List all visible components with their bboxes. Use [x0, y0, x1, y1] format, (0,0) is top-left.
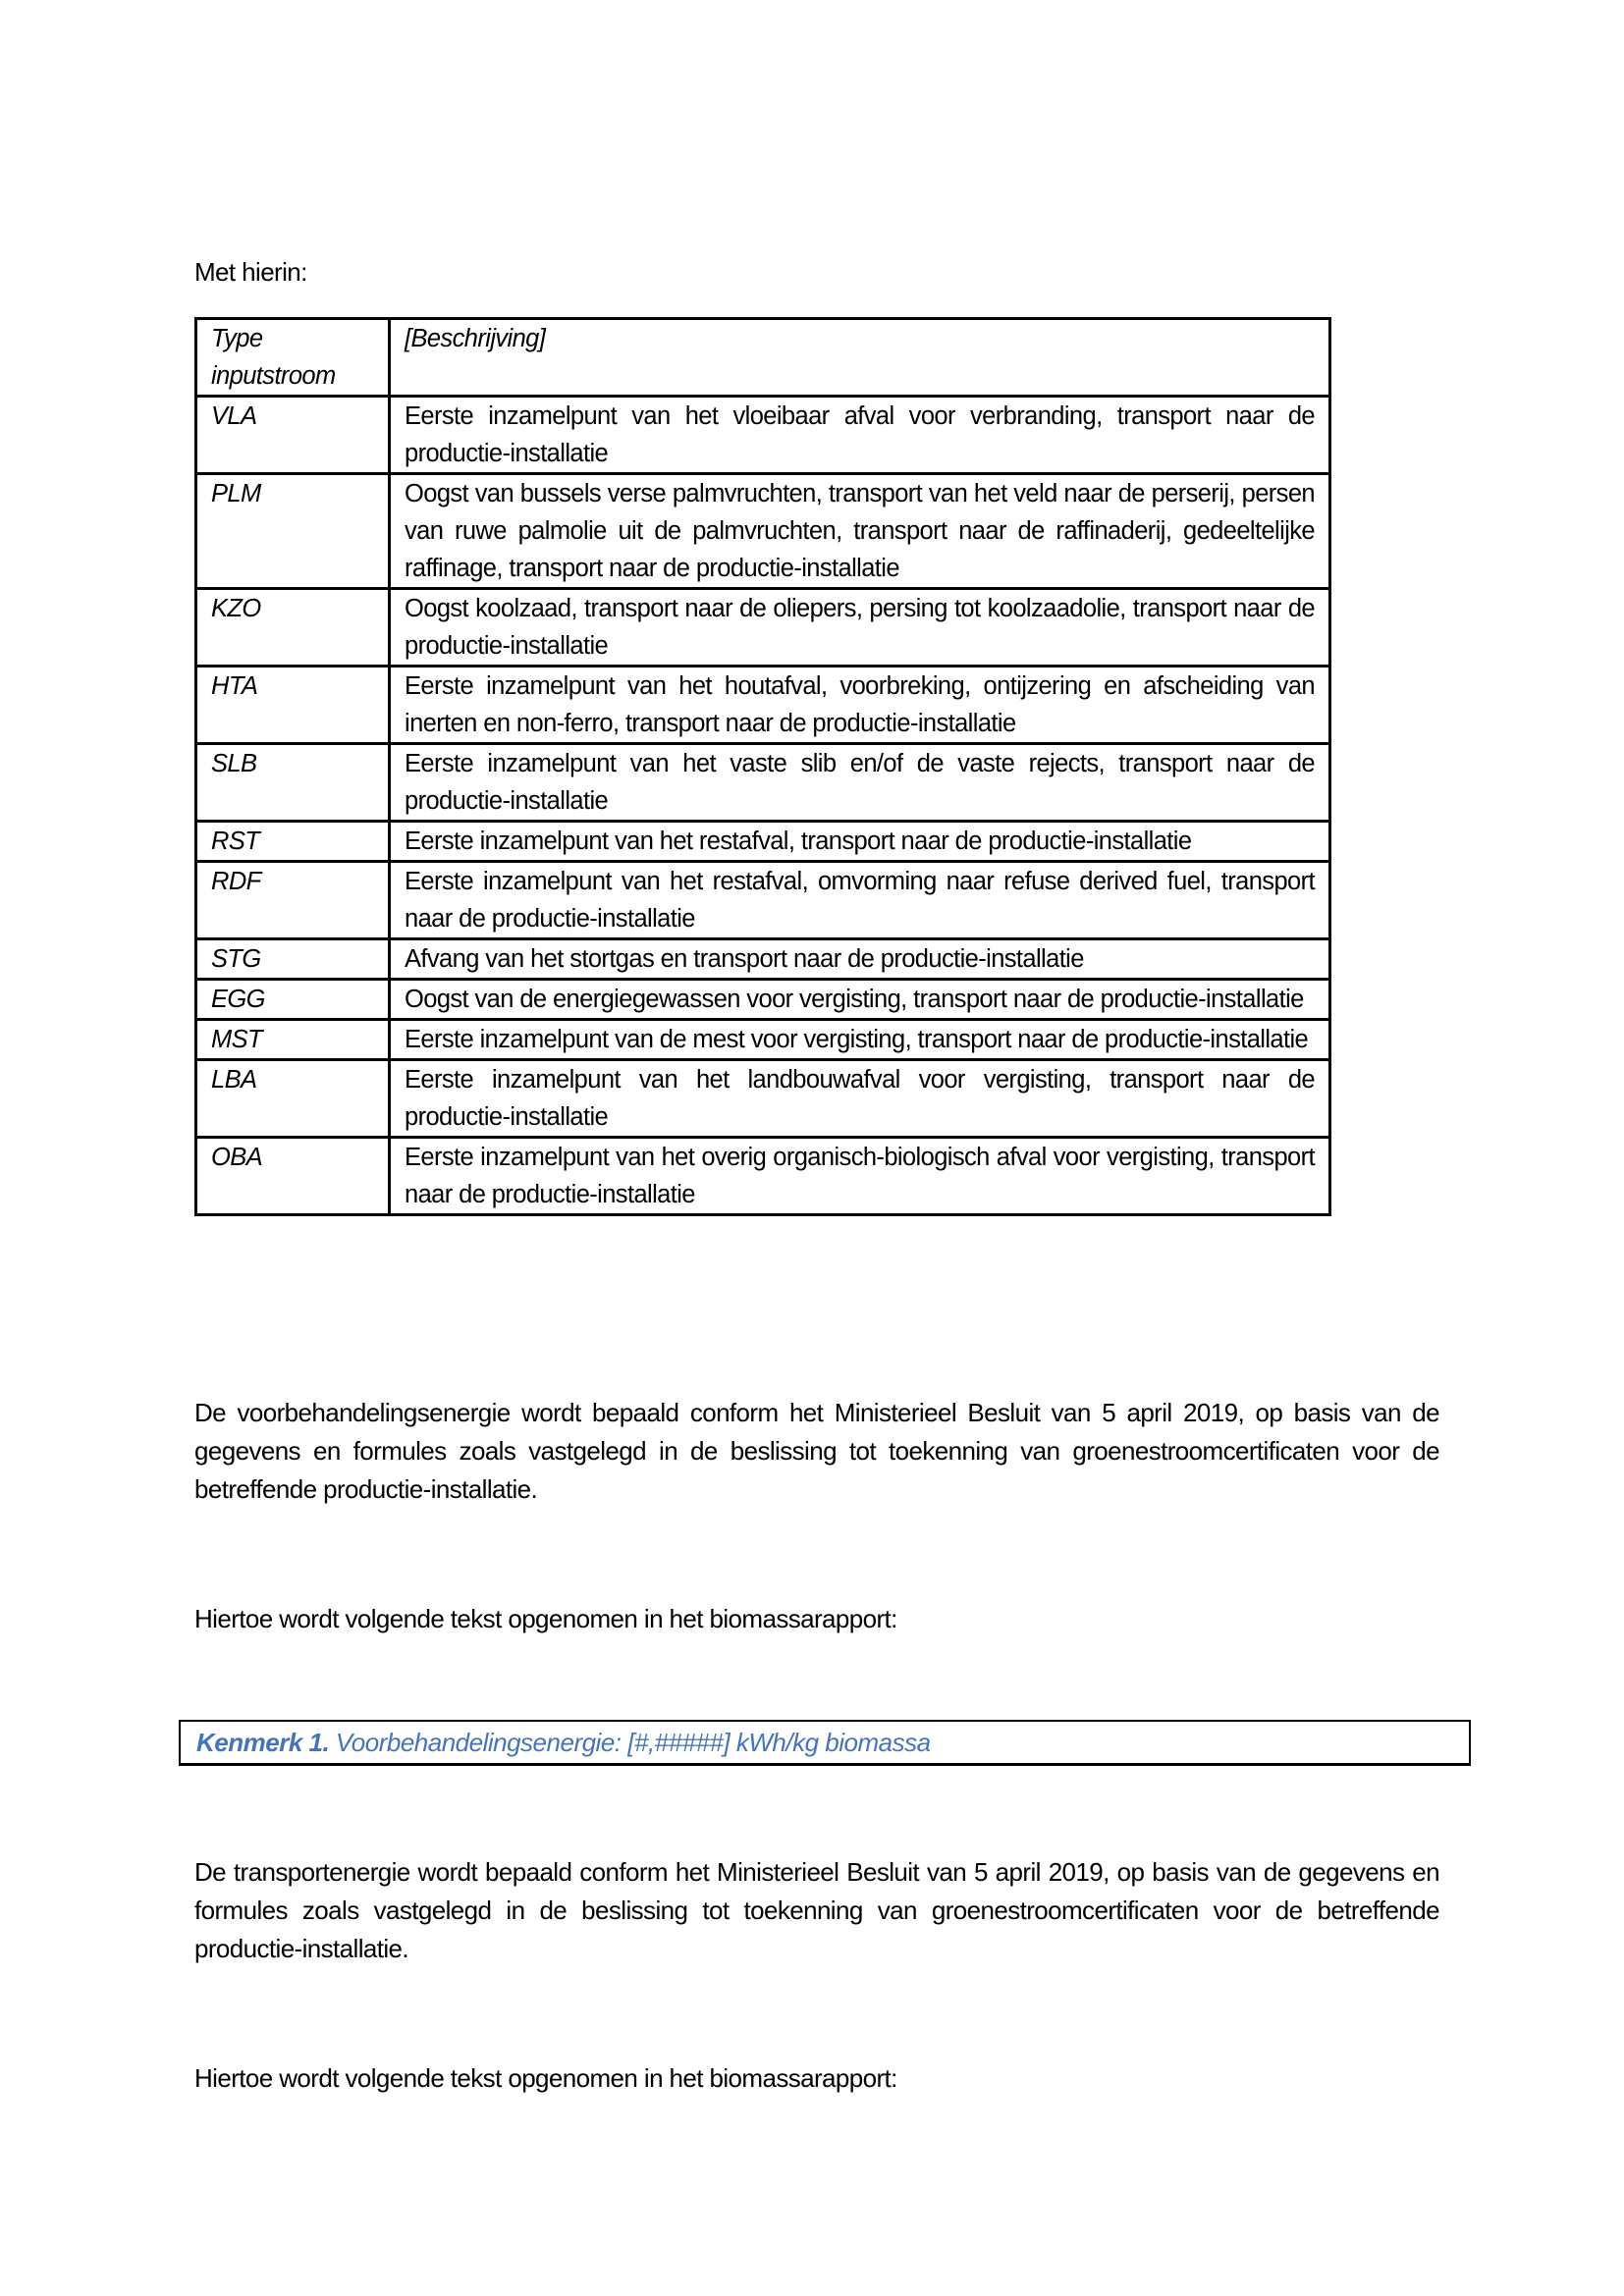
kenmerk-text: Voorbehandelingsenergie: [#,#####] kWh/kg biomassa	[329, 1728, 931, 1757]
row-description: Eerste inzamelpunt van het vaste slib en/of de vaste rejects, transport naar de productie-installatie	[390, 744, 1330, 822]
table-row	[196, 1138, 1330, 1215]
row-description: Eerste inzamelpunt van het overig organisch-biologisch afval voor vergisting, transport naar de productie-installatie	[390, 1138, 1330, 1215]
kenmerk-label: Kenmerk 1.	[196, 1728, 330, 1757]
transportenergie-paragraph: De transportenergie wordt bepaald conform het Ministerieel Besluit van 5 april 2019, op basis van de gegevens en formules zoals vastgelegd in de beslissing tot toekenning van groenestroomcertificaten voor de betreffende productie-installatie.	[194, 1857, 1439, 1963]
table-row	[196, 667, 1330, 744]
row-code: HTA	[196, 667, 390, 744]
row-description: Afvang van het stortgas en transport naar de productie-installatie	[390, 939, 1330, 980]
voorbehandelingsenergie-paragraph: De voorbehandelingsenergie wordt bepaald conform het Ministerieel Besluit van 5 april 2019, op basis van de gegevens en formules zoals vastgelegd in de beslissing tot toekenning van groenestroomcertificaten voor de betreffende productie-installatie.	[194, 1398, 1439, 1504]
row-code: KZO	[196, 589, 390, 667]
header-beschrijving: [Beschrijving]	[390, 319, 1330, 397]
header-type-inputstroom: Type inputstroom	[196, 319, 390, 397]
table-row	[196, 397, 1330, 474]
intro-text: Met hierin:	[194, 257, 307, 287]
row-description: Eerste inzamelpunt van het houtafval, voorbreking, ontijzering en afscheiding van inerten en non-ferro, transport naar de productie-installatie	[390, 667, 1330, 744]
table-header-row	[196, 319, 1330, 397]
row-code: VLA	[196, 397, 390, 474]
table-row	[196, 474, 1330, 589]
row-code: RDF	[196, 862, 390, 939]
table-row	[196, 939, 1330, 980]
table-row	[196, 1060, 1330, 1138]
row-code: LBA	[196, 1060, 390, 1138]
row-code: STG	[196, 939, 390, 980]
row-description: Eerste inzamelpunt van het landbouwafval voor vergisting, transport naar de productie-installatie	[390, 1060, 1330, 1138]
row-code: EGG	[196, 980, 390, 1020]
row-code: PLM	[196, 474, 390, 589]
row-code: SLB	[196, 744, 390, 822]
table-row	[196, 980, 1330, 1020]
inputstroom-table	[194, 317, 1331, 1216]
table-row	[196, 822, 1330, 862]
kenmerk-1-box	[179, 1720, 1471, 1766]
row-code: MST	[196, 1020, 390, 1060]
table-row	[196, 1020, 1330, 1060]
table-row	[196, 589, 1330, 667]
row-description: Eerste inzamelpunt van het vloeibaar afval voor verbranding, transport naar de productie-installatie	[390, 397, 1330, 474]
biomassarapport-intro-2: Hiertoe wordt volgende tekst opgenomen in het biomassarapport:	[194, 2063, 897, 2093]
row-description: Oogst koolzaad, transport naar de oliepers, persing tot koolzaadolie, transport naar de productie-installatie	[390, 589, 1330, 667]
row-code: RST	[196, 822, 390, 862]
row-code: OBA	[196, 1138, 390, 1215]
biomassarapport-intro-1: Hiertoe wordt volgende tekst opgenomen in het biomassarapport:	[194, 1604, 897, 1633]
row-description: Eerste inzamelpunt van het restafval, omvorming naar refuse derived fuel, transport naar de productie-installatie	[390, 862, 1330, 939]
row-description: Oogst van de energiegewassen voor vergisting, transport naar de productie-installatie	[390, 980, 1330, 1020]
row-description: Eerste inzamelpunt van de mest voor vergisting, transport naar de productie-installatie	[390, 1020, 1330, 1060]
row-description: Eerste inzamelpunt van het restafval, transport naar de productie-installatie	[390, 822, 1330, 862]
table-row	[196, 744, 1330, 822]
table-row	[196, 862, 1330, 939]
row-description: Oogst van bussels verse palmvruchten, transport van het veld naar de perserij, persen van ruwe palmolie uit de palmvruchten, transport naar de raffinaderij, gedeeltelijke raffinage, transport naar de productie-installatie	[390, 474, 1330, 589]
